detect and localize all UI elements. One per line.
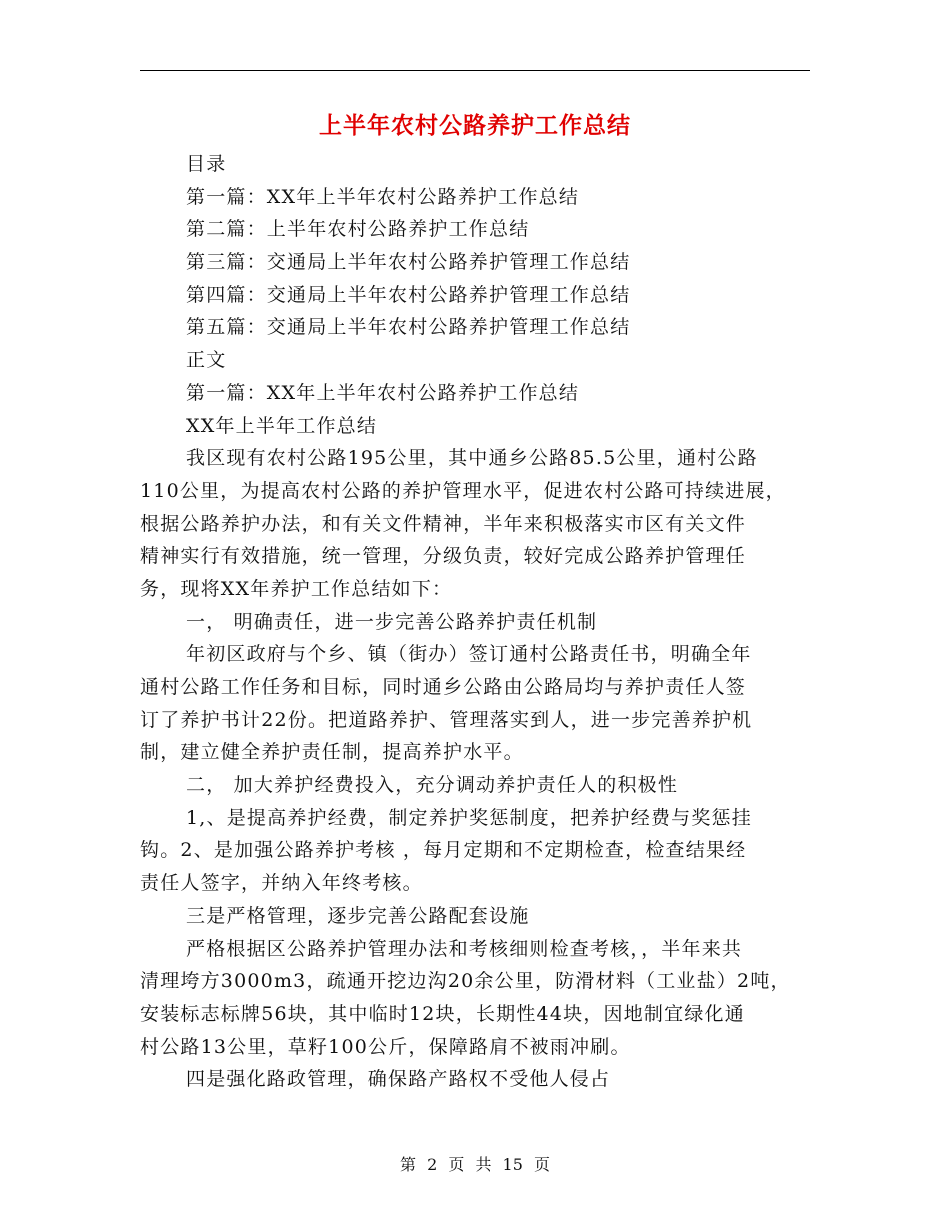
text-line: 第五篇：交通局上半年农村公路养护管理工作总结 <box>186 316 631 339</box>
text-line: 严格根据区公路养护管理办法和考核细则检查考核，，半年来共 <box>186 937 743 960</box>
text-line: 清理垮方3000m3，疏通开挖边沟20余公里，防滑材料（工业盐）2吨， <box>140 970 791 993</box>
text-line: 110公里，为提高农村公路的养护管理水平，促进农村公路可持续进展， <box>140 479 786 502</box>
text-line: 我区现有农村公路195公里，其中通乡公路85.5公里，通村公路 <box>186 447 758 470</box>
page-number-footer: 第 2 页 共 15 页 <box>400 1155 550 1174</box>
text-line: 第二篇：上半年农村公路养护工作总结 <box>186 218 530 241</box>
document-body <box>140 148 812 1096</box>
text-line: 责任人签字，并纳入年终考核。 <box>140 872 423 895</box>
text-line: 通村公路工作任务和目标，同时通乡公路由公路局均与养护责任人签 <box>140 676 747 698</box>
text-line: 制，建立健全养护责任制，提高养护水平。 <box>140 741 524 764</box>
text-line: 四是强化路政管理，确保路产路权不受他人侵占 <box>186 1068 611 1091</box>
text-line: 根据公路养护办法，和有关文件精神，半年来积极落实市区有关文件 <box>140 512 747 535</box>
text-line: 安装标志标牌56块，其中临时12块，长期性44块，因地制宜绿化通 <box>140 1002 745 1025</box>
text-line: 村公路13公里，草籽100公斤，保障路肩不被雨冲刷。 <box>140 1035 631 1058</box>
document-title: 上半年农村公路养护工作总结 <box>319 113 631 139</box>
text-line: 钩。2、是加强公路养护考核 ，每月定期和不定期检查，检查结果经 <box>140 839 747 862</box>
text-line: 第四篇：交通局上半年农村公路养护管理工作总结 <box>186 283 631 306</box>
text-line: 1,、是提高养护经费，制定养护奖惩制度，把养护经费与奖惩挂 <box>186 806 752 829</box>
text-line: 二， 加大养护经费投入，充分调动养护责任人的积极性 <box>186 774 679 797</box>
text-line: 第一篇：XX年上半年农村公路养护工作总结 <box>186 185 580 208</box>
text-line: 第一篇：XX年上半年农村公路养护工作总结 <box>186 381 580 404</box>
header-rule <box>140 70 810 71</box>
text-line: 正文 <box>186 349 227 372</box>
text-line: 订了养护书计22份。把道路养护、管理落实到人，进一步完善养护机 <box>140 708 753 731</box>
text-line: 一， 明确责任，进一步完善公路养护责任机制 <box>186 610 598 633</box>
text-line: 年初区政府与个乡、镇（街办）签订通村公路责任书，明确全年 <box>186 643 752 666</box>
text-line: XX年上半年工作总结 <box>186 414 378 437</box>
text-line: 三是严格管理，逐步完善公路配套设施 <box>186 904 530 927</box>
text-line: 第三篇：交通局上半年农村公路养护管理工作总结 <box>186 251 631 274</box>
text-line: 目录 <box>186 153 227 175</box>
text-line: 精神实行有效措施，统一管理，分级负责，较好完成公路养护管理任 <box>140 545 747 568</box>
text-line: 务，现将XX年养护工作总结如下： <box>140 577 453 600</box>
